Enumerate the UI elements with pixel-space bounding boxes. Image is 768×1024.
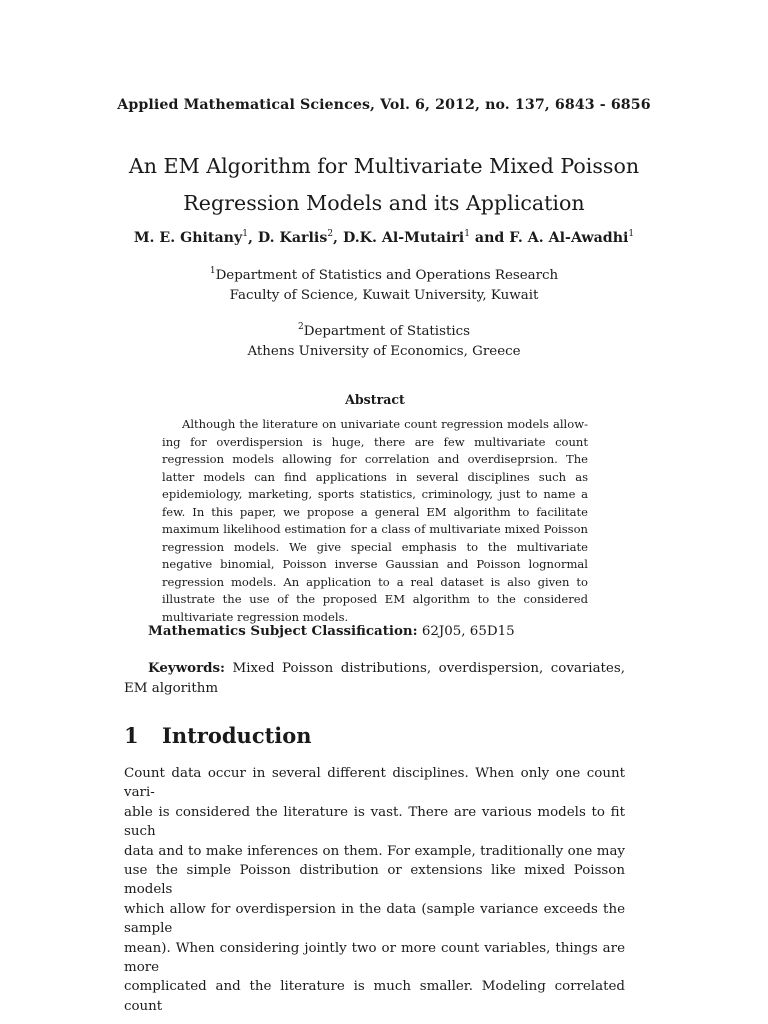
paper-title bbox=[60, 148, 708, 222]
msc-value: 62J05, 65D15 bbox=[421, 624, 515, 639]
affiliation-line: Faculty of Science, Kuwait University, Kuwait bbox=[229, 287, 539, 303]
author-affil-mark: 2 bbox=[327, 229, 334, 239]
author-affil-mark: 1 bbox=[464, 229, 470, 239]
journal-header: Applied Mathematical Sciences, Vol. 6, 2012, no. 137, 6843 - 6856 bbox=[117, 97, 651, 113]
introduction-paragraph bbox=[124, 764, 625, 1016]
affiliation-1 bbox=[0, 266, 768, 305]
section-number: 1 bbox=[124, 723, 139, 748]
affiliation-line: $^2$Department of Statistics bbox=[298, 322, 470, 339]
author-name: F. A. Al-Awadhi bbox=[509, 230, 629, 246]
keywords-label: Keywords: bbox=[148, 660, 226, 676]
section-title: Introduction bbox=[162, 723, 312, 748]
section-heading bbox=[124, 723, 312, 748]
author-name: M. E. Ghitany bbox=[133, 230, 243, 246]
subject-classification bbox=[148, 623, 648, 639]
msc-label: Mathematics Subject Classification: bbox=[148, 623, 418, 639]
keywords bbox=[124, 659, 625, 698]
paragraph-line: which allow for overdispersion in the data (sample variance exceeds the sample bbox=[124, 901, 625, 937]
paragraph-line: able is considered the literature is vast. There are various models to fit such bbox=[124, 804, 625, 840]
author-separator: , bbox=[333, 230, 343, 246]
affiliation-mark: 2 bbox=[298, 322, 304, 332]
paragraph-line: data and to make inferences on them. For example, traditionally one may bbox=[124, 843, 625, 859]
author-name: D.K. Al-Mutairi bbox=[342, 230, 465, 246]
author-affil-mark: 1 bbox=[628, 229, 635, 239]
affiliation-mark: 1 bbox=[209, 266, 216, 276]
title-line-1: An EM Algorithm for Multivariate Mixed Poisson bbox=[128, 154, 640, 178]
affiliation-line: Athens University of Economics, Greece bbox=[247, 343, 521, 359]
paragraph-line: mean). When considering jointly two or more count variables, things are more bbox=[124, 940, 625, 976]
author-separator: and bbox=[469, 230, 510, 246]
paragraph-line: Count data occur in several different disciplines. When only one count vari- bbox=[124, 766, 625, 801]
paragraph-line: complicated and the literature is much smaller. Modeling correlated count bbox=[124, 979, 625, 1014]
abstract-text: Although the literature on univariate count regression models allowing for overdispersion is huge, there are few multivariate count regression models allowing for correlation and overdiseprsion. The latter models can find applications in several disciplines such as epidemiology, marketing, sports statistics, criminology, just to name a few. In this paper, we propose a general EM algorithm to facilitate maximum likelihood estimation for a class of multivariate mixed Poisson regression models. We give special emphasis to the multivariate negative binomial, Poisson inverse Gaussian and Poisson lognormal regression models. An application to a real dataset is also given to illustrate the use of the proposed EM algorithm to the considered multivariate regression models. bbox=[162, 417, 588, 624]
keywords-value: Mixed Poisson distributions, overdispersion, covariates, EM algorithm bbox=[124, 661, 625, 696]
affiliation-line: $^1$Department of Statistics and Operations Research bbox=[209, 266, 559, 283]
affiliation-2 bbox=[0, 322, 768, 361]
paragraph-line: use the simple Poisson distribution or extensions like mixed Poisson models bbox=[124, 863, 625, 898]
abstract-heading: Abstract bbox=[345, 392, 405, 407]
author-name: D. Karlis bbox=[257, 230, 328, 246]
author-separator: , bbox=[247, 230, 258, 246]
author-affil-mark: 1 bbox=[242, 229, 248, 239]
author-list bbox=[0, 230, 768, 246]
title-line-2: Regression Models and its Application bbox=[183, 191, 585, 215]
